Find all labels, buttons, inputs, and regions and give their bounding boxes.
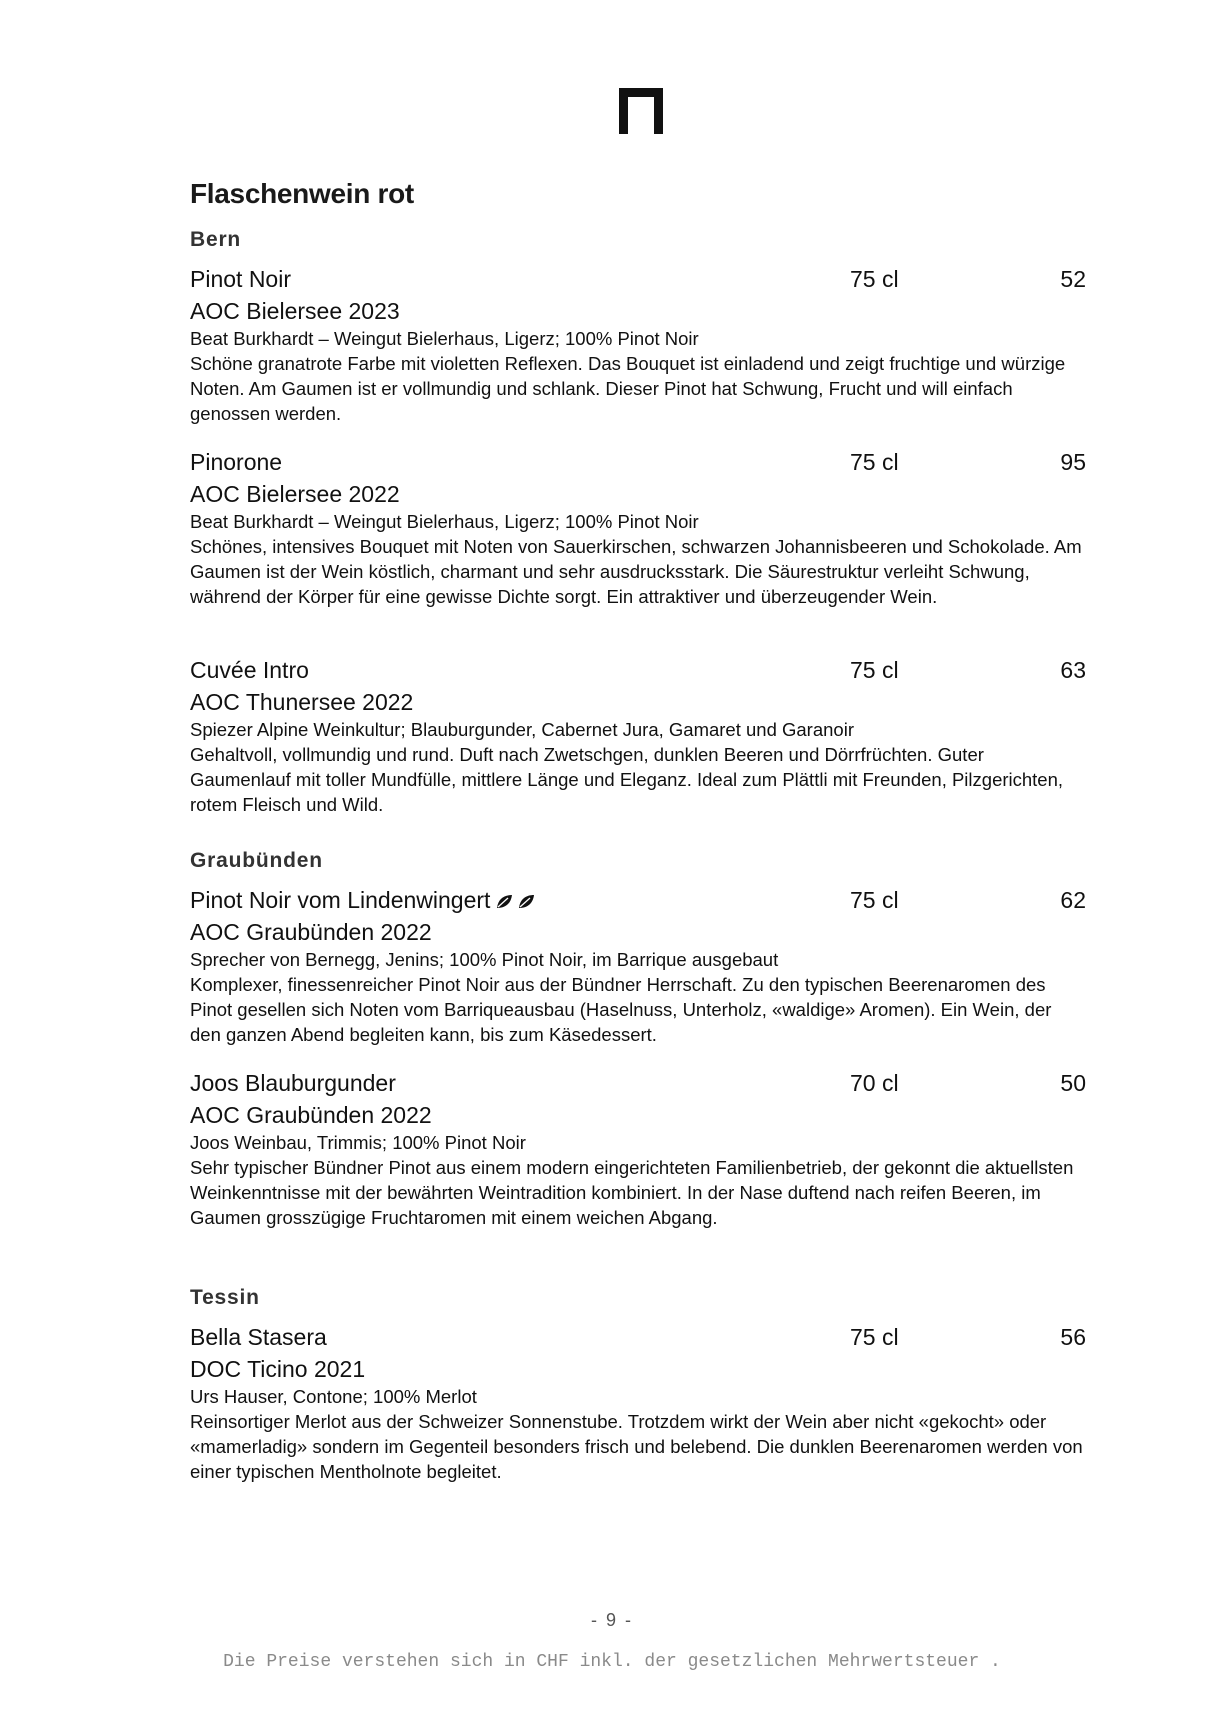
wine-producer: Joos Weinbau, Trimmis; 100% Pinot Noir bbox=[190, 1132, 526, 1153]
wine-appellation: AOC Thunersee 2022 bbox=[190, 689, 414, 715]
wine-appellation: DOC Ticino 2021 bbox=[190, 1356, 366, 1382]
wine-producer: Beat Burkhardt – Weingut Bielerhaus, Ligerz; 100% Pinot Noir bbox=[190, 511, 699, 532]
wine-description: Schönes, intensives Bouquet mit Noten von Sauerkirschen, schwarzen Johannisbeeren und Schokolade. Am Gaumen ist der Wein köstlich, charmant und sehr ausdrucksstark. Die Säurestruktur verleiht Schwung, während der Körper für eine gewisse Dichte sorgt. Ein attraktiver und überzeugender Wein. bbox=[190, 536, 1082, 607]
wine-price: 95 bbox=[1060, 449, 1086, 475]
wine-volume: 75 cl bbox=[850, 266, 899, 292]
wine-price: 56 bbox=[1060, 1324, 1086, 1350]
footer-note: Die Preise verstehen sich in CHF inkl. der gesetzlichen Mehrwertsteuer . bbox=[223, 1652, 1001, 1672]
wine-producer: Urs Hauser, Contone; 100% Merlot bbox=[190, 1386, 477, 1407]
wine-price: 52 bbox=[1060, 266, 1086, 292]
wine-entry bbox=[190, 1070, 1086, 1230]
wine-entry bbox=[190, 449, 1086, 609]
wine-price: 62 bbox=[1060, 887, 1086, 913]
wine-description: Schöne granatrote Farbe mit violetten Reflexen. Das Bouquet ist einladend und zeigt fruchtige und würzige Noten. Am Gaumen ist er vollmundig und schlank. Dieser Pinot hat Schwung, Frucht und will einfach genossen werden. bbox=[190, 353, 1066, 424]
wine-volume: 75 cl bbox=[850, 449, 899, 475]
wine-producer: Spiezer Alpine Weinkultur; Blauburgunder, Cabernet Jura, Gamaret und Garanoir bbox=[190, 719, 854, 740]
wine-appellation: AOC Bielersee 2022 bbox=[190, 481, 400, 507]
wine-appellation: AOC Bielersee 2023 bbox=[190, 298, 400, 324]
wine-name: Bella Stasera bbox=[190, 1324, 327, 1350]
wine-description: Komplexer, finessenreicher Pinot Noir aus der Bündner Herrschaft. Zu den typischen Beerenaromen des Pinot gesellen sich Noten vom Barriqueausbau (Haselnuss, Unterholz, «waldige» Aromen). Ein Wein, der den ganzen Abend begleiten kann, bis zum Käsedessert. bbox=[190, 974, 1052, 1045]
wine-description: Reinsortiger Merlot aus der Schweizer Sonnenstube. Trotzdem wirkt der Wein aber nicht «gekocht» oder «mamerladig» sondern im Gegenteil besonders frisch und belebend. Die dunklen Beerenaromen werden von einer typischen Mentholnote begleitet. bbox=[190, 1411, 1083, 1482]
wine-name: Joos Blauburgunder bbox=[190, 1070, 396, 1096]
leaf-icon bbox=[517, 894, 536, 909]
organic-leaf-icons bbox=[496, 894, 536, 914]
wine-description: Sehr typischer Bündner Pinot aus einem modern eingerichteten Familienbetrieb, der gekonnt die aktuellsten Weinkenntnisse mit der bewährten Weintradition kombiniert. In der Nase duftend nach reifen Beeren, im Gaumen grosszügige Fruchtaromen mit einem weichen Abgang. bbox=[190, 1157, 1074, 1228]
wine-producer: Beat Burkhardt – Weingut Bielerhaus, Ligerz; 100% Pinot Noir bbox=[190, 328, 699, 349]
wine-name: Pinot Noir vom Lindenwingert bbox=[190, 887, 491, 913]
wine-name: Pinot Noir bbox=[190, 266, 291, 292]
page-title: Flaschenwein rot bbox=[190, 178, 414, 209]
region-heading: Graubünden bbox=[190, 849, 323, 872]
wine-volume: 75 cl bbox=[850, 1324, 899, 1350]
brand-logo-icon bbox=[619, 88, 663, 134]
page-number: - 9 - bbox=[590, 1610, 633, 1630]
wine-appellation: AOC Graubünden 2022 bbox=[190, 1102, 432, 1128]
wine-entry bbox=[190, 887, 1086, 1047]
wine-name: Cuvée Intro bbox=[190, 657, 309, 683]
wine-volume: 75 cl bbox=[850, 657, 899, 683]
wine-entry bbox=[190, 266, 1086, 426]
wine-volume: 70 cl bbox=[850, 1070, 899, 1096]
region-heading: Bern bbox=[190, 228, 242, 251]
wine-volume: 75 cl bbox=[850, 887, 899, 913]
wine-price: 50 bbox=[1060, 1070, 1086, 1096]
wine-description: Gehaltvoll, vollmundig und rund. Duft nach Zwetschgen, dunklen Beeren und Dörrfrüchten. Guter Gaumenlauf mit toller Mundfülle, mittlere Länge und Eleganz. Ideal zum Plättli mit Freunden, Pilzgerichten, rotem Fleisch und Wild. bbox=[190, 744, 1064, 815]
wine-entry bbox=[190, 657, 1086, 817]
leaf-icon bbox=[496, 894, 513, 909]
wine-name: Pinorone bbox=[190, 449, 283, 475]
wine-entry bbox=[190, 1324, 1086, 1484]
wine-appellation: AOC Graubünden 2022 bbox=[190, 919, 432, 945]
region-heading: Tessin bbox=[190, 1286, 260, 1309]
wine-price: 63 bbox=[1060, 657, 1086, 683]
wine-producer: Sprecher von Bernegg, Jenins; 100% Pinot Noir, im Barrique ausgebaut bbox=[190, 949, 779, 970]
